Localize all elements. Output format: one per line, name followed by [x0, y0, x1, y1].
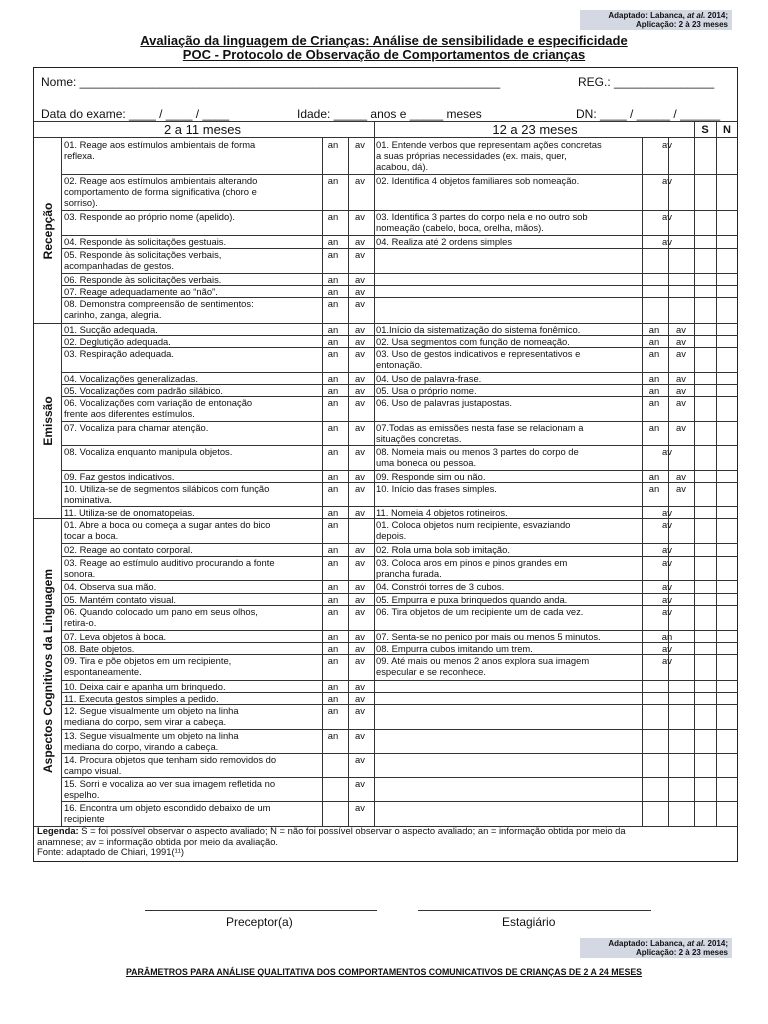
avaliacao-mark: av: [355, 298, 365, 309]
section-emissao: Emissão: [40, 395, 55, 446]
avaliacao-mark: av: [355, 422, 365, 433]
anamnese-mark: an: [327, 483, 339, 494]
exam-date-field[interactable]: Data do exame: ____ / ____ / ____: [41, 107, 230, 121]
right-item: 10. Início das frases simples.: [376, 483, 497, 494]
column-header-s: S: [701, 124, 709, 136]
avaliacao-mark: av: [355, 778, 365, 789]
anamnese-mark: an: [648, 471, 660, 482]
anamnese-mark: an: [327, 385, 339, 396]
right-item: 06. Tira objetos de um recipiente um de cada vez.: [376, 606, 584, 617]
anamnese-mark: an: [327, 693, 339, 704]
avaliacao-mark: av: [662, 544, 672, 555]
preceptor-signature-line[interactable]: [145, 910, 377, 911]
avaliacao-mark: av: [676, 385, 686, 396]
column-divider: [642, 138, 643, 826]
left-item: 13. Segue visualmente um objeto na linha mediana do corpo, virando a cabeça.: [64, 730, 239, 752]
left-item: 06. Responde às solicitações verbais.: [64, 274, 222, 285]
anamnese-mark: an: [327, 631, 339, 642]
column-divider: [716, 121, 717, 826]
right-item: 05. Empurra e puxa brinquedos quando anda.: [376, 594, 568, 605]
left-item: 15. Sorri e vocaliza ao ver sua imagem refletida no espelho.: [64, 778, 276, 800]
column-header-12-23: 12 a 23 meses: [492, 122, 578, 137]
column-divider: [374, 121, 375, 826]
header-divider: [34, 121, 738, 122]
left-item: 08. Vocaliza enquanto manipula objetos.: [64, 446, 233, 457]
left-item: 01. Abre a boca ou começa a sugar antes do bico tocar a boca.: [64, 519, 271, 541]
avaliacao-mark: av: [355, 471, 365, 482]
anamnese-mark: an: [327, 507, 339, 518]
right-item: 11. Nomeia 4 objetos rotineiros.: [376, 507, 508, 518]
avaliacao-mark: av: [355, 324, 365, 335]
left-item: 09. Faz gestos indicativos.: [64, 471, 175, 482]
avaliacao-mark: av: [355, 274, 365, 285]
left-item: 02. Deglutição adequada.: [64, 336, 171, 347]
avaliacao-mark: av: [355, 236, 365, 247]
avaliacao-mark: av: [355, 643, 365, 654]
right-item: 09. Até mais ou menos 2 anos explora sua imagem especular e se reconhece.: [376, 655, 590, 677]
anamnese-mark: an: [327, 348, 339, 359]
section-recepcao: Recepção: [40, 202, 55, 259]
anamnese-mark: an: [648, 385, 660, 396]
anamnese-mark: an: [648, 348, 660, 359]
right-item: 01.Início da sistematização do sistema fonêmico.: [376, 324, 581, 335]
left-item: 11. Executa gestos simples a pedido.: [64, 693, 219, 704]
left-item: 06. Quando colocado um pano em seus olhos, retira-o.: [64, 606, 258, 628]
avaliacao-mark: av: [355, 693, 365, 704]
avaliacao-mark: av: [355, 483, 365, 494]
avaliacao-mark: av: [355, 655, 365, 666]
anamnese-mark: an: [648, 336, 660, 347]
right-item: 04. Constrói torres de 3 cubos.: [376, 581, 505, 592]
avaliacao-mark: av: [662, 175, 672, 186]
right-item: 07.Todas as emissões nesta fase se relacionam a situações concretas.: [376, 422, 584, 444]
estagiario-signature-line[interactable]: [418, 910, 651, 911]
anamnese-mark: an: [327, 286, 339, 297]
anamnese-mark: an: [327, 298, 339, 309]
avaliacao-mark: av: [676, 336, 686, 347]
right-item: 09. Responde sim ou não.: [376, 471, 486, 482]
avaliacao-mark: av: [355, 681, 365, 692]
avaliacao-mark: av: [355, 730, 365, 741]
section-cognitivos: Aspectos Cognitivos da Linguagem: [40, 568, 55, 774]
anamnese-mark: an: [648, 397, 660, 408]
left-item: 08. Demonstra compreensão de sentimentos: carinho, zanga, alegria.: [64, 298, 254, 320]
right-item: 02. Rola uma bola sob imitação.: [376, 544, 510, 555]
left-item: 04. Vocalizações generalizadas.: [64, 373, 198, 384]
avaliacao-mark: av: [662, 446, 672, 457]
avaliacao-mark: av: [355, 606, 365, 617]
left-item: 16. Encontra um objeto escondido debaixo de um recipiente: [64, 802, 271, 824]
left-item: 10. Utiliza-se de segmentos silábicos com função nominativa.: [64, 483, 270, 505]
avaliacao-mark: av: [355, 754, 365, 765]
left-item: 04. Observa sua mão.: [64, 581, 157, 592]
avaliacao-mark: av: [676, 373, 686, 384]
right-item: 05. Usa o próprio nome.: [376, 385, 477, 396]
avaliacao-mark: an: [661, 631, 673, 642]
anamnese-mark: an: [327, 139, 339, 150]
avaliacao-mark: av: [355, 507, 365, 518]
avaliacao-mark: av: [662, 594, 672, 605]
anamnese-mark: an: [327, 606, 339, 617]
anamnese-mark: an: [327, 681, 339, 692]
avaliacao-mark: av: [355, 373, 365, 384]
left-item: 03. Responde ao próprio nome (apelido).: [64, 211, 235, 222]
avaliacao-mark: av: [676, 483, 686, 494]
avaliacao-mark: av: [676, 348, 686, 359]
anamnese-mark: an: [327, 655, 339, 666]
anamnese-mark: an: [648, 422, 660, 433]
birth-date-field[interactable]: DN: ____ / _____ / ______: [576, 107, 721, 121]
anamnese-mark: an: [327, 249, 339, 260]
avaliacao-mark: av: [662, 519, 672, 530]
anamnese-mark: an: [648, 373, 660, 384]
right-item: 04. Uso de palavra-frase.: [376, 373, 482, 384]
anamnese-mark: an: [327, 594, 339, 605]
anamnese-mark: an: [327, 557, 339, 568]
form-subtitle: POC - Protocolo de Observação de Comportamentos de crianças: [182, 47, 586, 62]
right-item: 07. Senta-se no penico por mais ou menos 5 minutos.: [376, 631, 601, 642]
avaliacao-mark: av: [355, 544, 365, 555]
form-title: Avaliação da linguagem de Crianças: Análise de sensibilidade e especificidade: [140, 33, 628, 48]
column-divider: [694, 121, 695, 826]
right-item: 01. Entende verbos que representam ações concretas a suas próprias necessidades (ex. mais, quer, acabou, dá).: [376, 139, 602, 172]
right-item: 03. Coloca aros em pinos e pinos grandes em prancha furada.: [376, 557, 568, 579]
avaliacao-mark: av: [676, 324, 686, 335]
preceptor-label: Preceptor(a): [226, 915, 293, 929]
right-item: 03. Identifica 3 partes do corpo nela e no outro sob nomeação (cabelo, boca, orelha, mãos).: [376, 211, 588, 233]
anamnese-mark: an: [648, 324, 660, 335]
left-item: 05. Vocalizações com padrão silábico.: [64, 385, 223, 396]
column-header-n: N: [723, 124, 731, 136]
avaliacao-mark: av: [355, 802, 365, 813]
left-item: 05. Mantém contato visual.: [64, 594, 177, 605]
anamnese-mark: an: [327, 236, 339, 247]
left-item: 06. Vocalizações com variação de entonação frente aos diferentes estímulos.: [64, 397, 253, 419]
left-item: 07. Leva objetos à boca.: [64, 631, 167, 642]
right-item: 02. Usa segmentos com função de nomeação.: [376, 336, 570, 347]
avaliacao-mark: av: [676, 471, 686, 482]
avaliacao-mark: av: [355, 631, 365, 642]
avaliacao-mark: av: [355, 139, 365, 150]
avaliacao-mark: av: [662, 643, 672, 654]
left-item: 01. Sucção adequada.: [64, 324, 158, 335]
right-item: 02. Identifica 4 objetos familiares sob nomeação.: [376, 175, 580, 186]
avaliacao-mark: av: [662, 211, 672, 222]
right-item: 01. Coloca objetos num recipiente, esvaziando depois.: [376, 519, 571, 541]
avaliacao-mark: av: [676, 397, 686, 408]
avaliacao-mark: av: [676, 422, 686, 433]
anamnese-mark: an: [648, 483, 660, 494]
left-item: 03. Respiração adequada.: [64, 348, 174, 359]
anamnese-mark: an: [327, 373, 339, 384]
avaliacao-mark: av: [355, 581, 365, 592]
anamnese-mark: an: [327, 446, 339, 457]
avaliacao-mark: av: [662, 581, 672, 592]
left-item: 14. Procura objetos que tenham sido removidos do campo visual.: [64, 754, 277, 776]
right-item: 04. Realiza até 2 ordens simples: [376, 236, 513, 247]
left-item: 02. Reage aos estímulos ambientais alterando comportamento de forma significativa (choro e sorriso).: [64, 175, 258, 208]
left-item: 05. Responde às solicitações verbais, acompanhadas de gestos.: [64, 249, 222, 271]
avaliacao-mark: av: [662, 236, 672, 247]
right-item: 08. Empurra cubos imitando um trem.: [376, 643, 533, 654]
avaliacao-mark: av: [662, 139, 672, 150]
avaliacao-mark: av: [662, 507, 672, 518]
left-item: 02. Reage ao contato corporal.: [64, 544, 193, 555]
anamnese-mark: an: [327, 397, 339, 408]
left-item: 12. Segue visualmente um objeto na linha mediana do corpo, sem virar a cabeça.: [64, 705, 239, 727]
anamnese-mark: an: [327, 422, 339, 433]
avaliacao-mark: av: [662, 655, 672, 666]
legend: Legenda: S = foi possível observar o aspecto avaliado; N = não foi possível observar o aspecto avaliado; an = informação obtida por meio da anamnese; av = informação obtida por meio da avaliação. Fonte: adaptado de Chiari, 1991(¹¹): [37, 825, 626, 857]
avaliacao-mark: av: [355, 286, 365, 297]
avaliacao-mark: av: [355, 397, 365, 408]
anamnese-mark: an: [327, 274, 339, 285]
column-divider: [61, 138, 62, 826]
avaliacao-mark: av: [355, 705, 365, 716]
adaptation-badge-bottom: Adaptado: Labanca, at al. 2014; Aplicação: 2 à 23 meses: [580, 938, 732, 958]
left-item: 03. Reage ao estímulo auditivo procurando a fonte sonora.: [64, 557, 275, 579]
header-bottom-divider: [34, 137, 738, 138]
right-item: 08. Nomeia mais ou menos 3 partes do corpo de uma boneca ou pessoa.: [376, 446, 579, 468]
avaliacao-mark: av: [355, 446, 365, 457]
avaliacao-mark: av: [355, 594, 365, 605]
avaliacao-mark: av: [355, 336, 365, 347]
nome-field[interactable]: Nome: _______________________________________________________________: [41, 75, 501, 89]
anamnese-mark: an: [327, 336, 339, 347]
avaliacao-mark: av: [662, 606, 672, 617]
avaliacao-mark: av: [355, 557, 365, 568]
reg-field[interactable]: REG.: _______________: [578, 75, 715, 89]
anamnese-mark: an: [327, 324, 339, 335]
estagiario-label: Estagiário: [502, 915, 556, 929]
left-item: 07. Vocaliza para chamar atenção.: [64, 422, 209, 433]
avaliacao-mark: av: [355, 211, 365, 222]
column-divider: [348, 138, 349, 826]
anamnese-mark: an: [327, 730, 339, 741]
right-item: 06. Uso de palavras justapostas.: [376, 397, 513, 408]
anamnese-mark: an: [327, 544, 339, 555]
left-item: 01. Reage aos estímulos ambientais de forma reflexa.: [64, 139, 256, 161]
right-item: 03. Uso de gestos indicativos e representativos e entonação.: [376, 348, 581, 370]
left-item: 04. Responde às solicitações gestuais.: [64, 236, 227, 247]
avaliacao-mark: av: [355, 348, 365, 359]
anamnese-mark: an: [327, 175, 339, 186]
anamnese-mark: an: [327, 519, 339, 530]
left-item: 07. Reage adequadamente ao “não”.: [64, 286, 218, 297]
anamnese-mark: an: [327, 581, 339, 592]
left-item: 08. Bate objetos.: [64, 643, 135, 654]
anamnese-mark: an: [327, 705, 339, 716]
column-header-2-11: 2 a 11 meses: [163, 122, 242, 137]
anamnese-mark: an: [327, 211, 339, 222]
anamnese-mark: an: [327, 471, 339, 482]
avaliacao-mark: av: [355, 385, 365, 396]
footer-title: PARÂMETROS PARA ANÁLISE QUALITATIVA DOS COMPORTAMENTOS COMUNICATIVOS DE CRIANÇAS DE 2 A 24 MESES: [125, 967, 643, 977]
age-field[interactable]: Idade: _____ anos e _____ meses: [297, 107, 482, 121]
avaliacao-mark: av: [355, 249, 365, 260]
left-item: 11. Utiliza-se de onomatopeias.: [64, 507, 195, 518]
left-item: 10. Deixa cair e apanha um brinquedo.: [64, 681, 226, 692]
avaliacao-mark: av: [662, 557, 672, 568]
anamnese-mark: an: [327, 643, 339, 654]
adaptation-badge: Adaptado: Labanca, at al. 2014; Aplicação: 2 à 23 meses: [580, 10, 732, 30]
avaliacao-mark: av: [355, 175, 365, 186]
left-item: 09. Tira e põe objetos em um recipiente, espontaneamente.: [64, 655, 232, 677]
